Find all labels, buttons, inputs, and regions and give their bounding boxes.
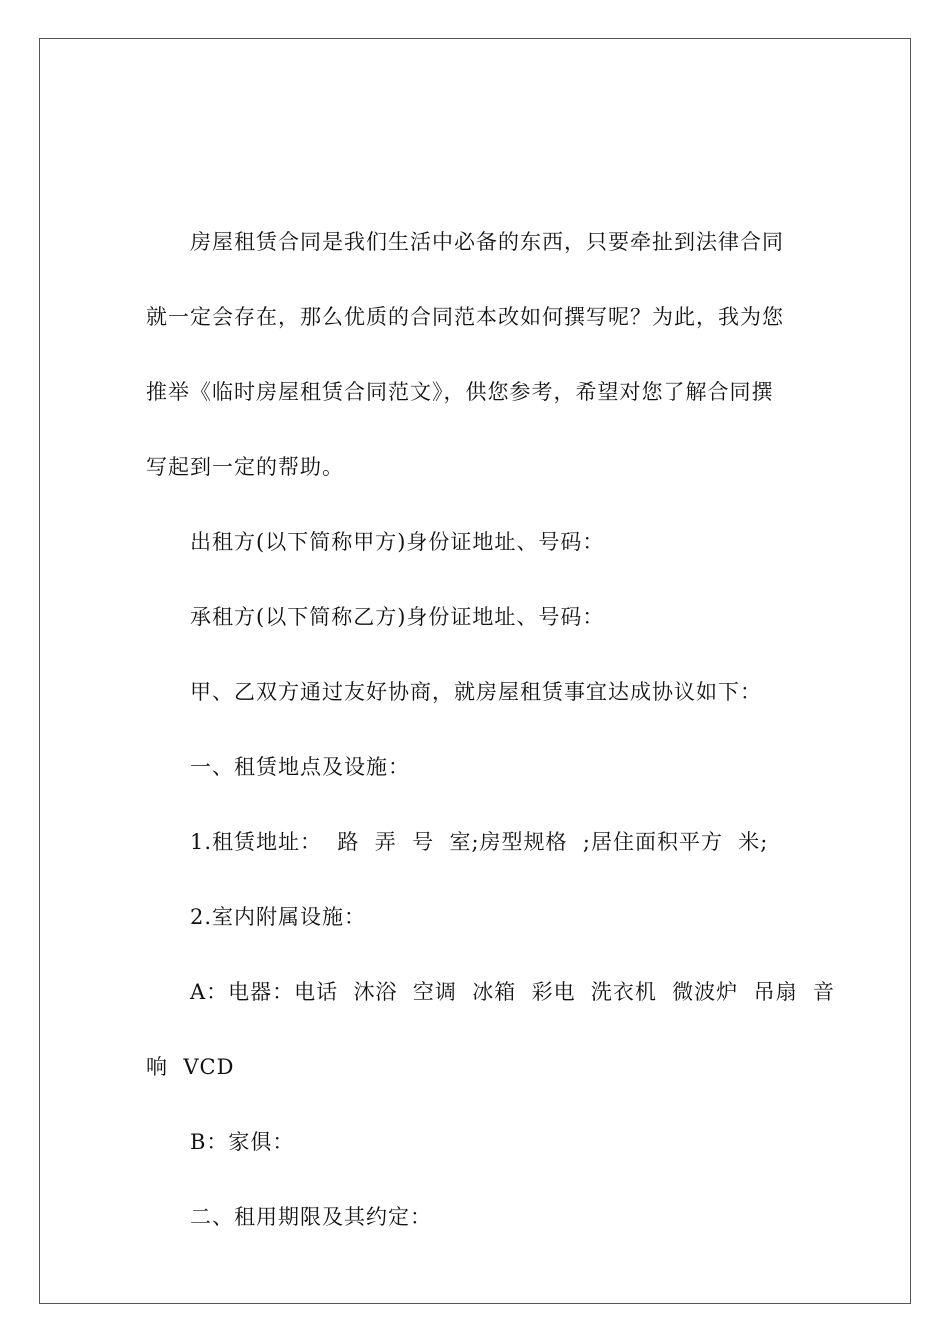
intro-line-1: 房屋租赁合同是我们生活中必备的东西，只要牵扯到法律合同 <box>190 230 784 254</box>
lessee-line: 承租方(以下简称乙方)身份证地址、号码： <box>190 605 605 629</box>
intro-line-4: 写起到一定的帮助。 <box>146 455 344 479</box>
section-2-title: 二、租用期限及其约定： <box>190 1205 432 1229</box>
item-1-address: 1.租赁地址： 路 弄 号 室;房型规格 ;居住面积平方 米; <box>190 830 769 854</box>
lessor-line: 出租方(以下简称甲方)身份证地址、号码： <box>190 530 605 554</box>
item-2-facilities: 2.室内附属设施： <box>190 905 367 929</box>
document-body <box>146 205 835 1255</box>
item-a-line-2: 响 VCD <box>146 1055 235 1079</box>
intro-line-2: 就一定会存在，那么优质的合同范本改如何撰写呢？为此，我为您 <box>146 305 784 329</box>
agreement-line: 甲、乙双方通过友好协商，就房屋租赁事宜达成协议如下： <box>190 680 762 704</box>
item-b-furniture: B：家俱： <box>190 1130 295 1154</box>
section-1-title: 一、租赁地点及设施： <box>190 755 410 779</box>
intro-line-3: 推举《临时房屋租赁合同范文》，供您参考，希望对您了解合同撰 <box>146 380 774 404</box>
item-a-line-1: A：电器：电话 沐浴 空调 冰箱 彩电 洗衣机 微波炉 吊扇 音 <box>190 980 835 1004</box>
